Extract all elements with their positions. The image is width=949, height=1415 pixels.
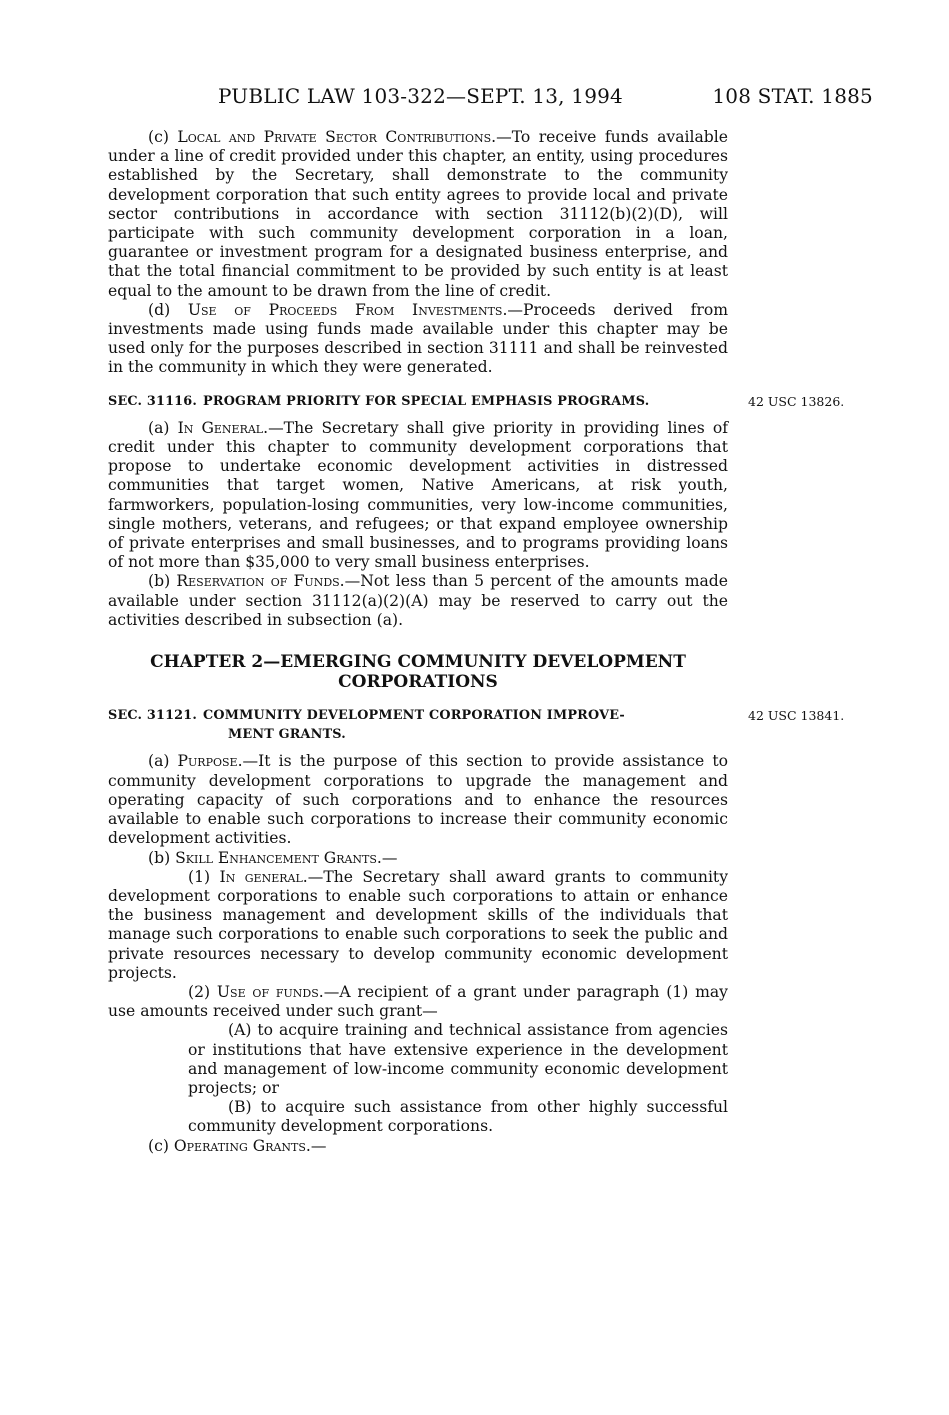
header-stat-page: 108 STAT. 1885 — [712, 84, 873, 108]
header-title: PUBLIC LAW 103-322—SEPT. 13, 1994 — [218, 84, 623, 108]
paragraph-31116-b-reservation: (b) Reservation of Funds.—Not less than 5 percent of the amounts made available under section 31112(a)(2)(A) may be reserved to carry out the activities described in subsection (a). — [108, 572, 728, 629]
paragraph-heading: Purpose. — [177, 752, 243, 771]
paragraph-c-local-private-contributions: (c) Local and Private Sector Contributions.—To receive funds available under a line of credit provided under this chapter, an entity, using procedures established by the Secretary, shall demonstrate to the community development corporation that such entity agrees to provide local and private sector contributions in accordance with section 31112(b)(2)(D), will participate with such community development corporation in a loan, guarantee or investment program for a designated business enterprise, and that the total financial commitment to be provided by such entity is at least equal to the amount to be drawn from the line of credit. — [108, 128, 728, 300]
section-title: PROGRAM PRIORITY FOR SPECIAL EMPHASIS PROGRAMS. — [203, 393, 650, 409]
section-title-continued: MENT GRANTS. — [228, 727, 346, 743]
chapter-heading — [108, 652, 728, 692]
margin-note-usc: 42 USC 13841. — [748, 708, 845, 724]
paragraph-31116-a-in-general: (a) In General.—The Secretary shall give priority in providing lines of credit under this chapter to community development corporations that propose to undertake economic development activities in distressed communities that target women, Native Americans, at risk youth, farmworkers, population-losing communities, very low-income communities, single mothers, veterans, and refugees; or that expand employee ownership of private enterprises and small businesses, and to programs providing loans of not more than $35,000 to very small business enterprises. — [108, 418, 728, 572]
paragraph-heading: Use of Proceeds From Investments. — [187, 300, 508, 319]
paragraph-31121-b1-in-general: (1) In general.—The Secretary shall award grants to community development corporations to enable such corporations to attain or enhance the business management and development skills of the individuals that manage such corporations to enable such corporations to seek the public and private resources necessary to develop community economic development projects. — [108, 867, 729, 982]
paragraph-31121-b2-A: (A) to acquire training and technical assistance from agencies or institutions that have extensive experience in the development and management of low-income community economic development projects; or — [188, 1021, 728, 1097]
paragraph-31121-b2-use-of-funds: (2) Use of funds.—A recipient of a grant under paragraph (1) may use amounts received under such grant— — [108, 982, 728, 1021]
paragraph-heading: Local and Private Sector Contributions. — [177, 128, 497, 146]
section-number: SEC. 31116. — [108, 393, 198, 409]
paragraph-heading: Skill Enhancement Grants. — [175, 848, 382, 867]
body-text — [108, 128, 845, 1156]
section-number: SEC. 31121. — [108, 708, 198, 724]
margin-note-usc: 42 USC 13826. — [748, 393, 845, 409]
section-heading-31116 — [108, 392, 845, 411]
paragraph-31121-a-purpose: (a) Purpose.—It is the purpose of this section to provide assistance to community development corporations to upgrade the management and operating capacity of such corporations and to enhance the resources available to enable such corporations to increase their community economic development activities. — [108, 752, 729, 848]
chapter-title-line1: CHAPTER 2—EMERGING COMMUNITY DEVELOPMENT — [150, 652, 686, 673]
paragraph-heading: Operating Grants. — [173, 1136, 311, 1155]
section-title: COMMUNITY DEVELOPMENT CORPORATION IMPROVE- — [203, 708, 625, 724]
paragraph-heading: In General. — [177, 418, 269, 437]
paragraph-31121-c-operating-grants: (c) Operating Grants.— — [148, 1136, 327, 1155]
paragraph-d-use-of-proceeds: (d) Use of Proceeds From Investments.—Proceeds derived from investments made using funds made available under this chapter may be used only for the purposes described in section 31111 and shall be reinvested in the community in which they were generated. — [108, 300, 729, 377]
running-header — [218, 84, 873, 114]
section-heading-31121 — [108, 706, 845, 744]
paragraph-31121-b2-B: (B) to acquire such assistance from other highly successful community development corporations. — [188, 1098, 728, 1136]
paragraph-heading: In general. — [219, 867, 308, 886]
paragraph-31121-b-skill-enhancement: (b) Skill Enhancement Grants.— — [148, 848, 398, 867]
chapter-title-line2: CORPORATIONS — [338, 672, 498, 693]
paragraph-heading: Use of funds. — [216, 982, 324, 1001]
paragraph-heading: Reservation of Funds. — [176, 572, 345, 591]
